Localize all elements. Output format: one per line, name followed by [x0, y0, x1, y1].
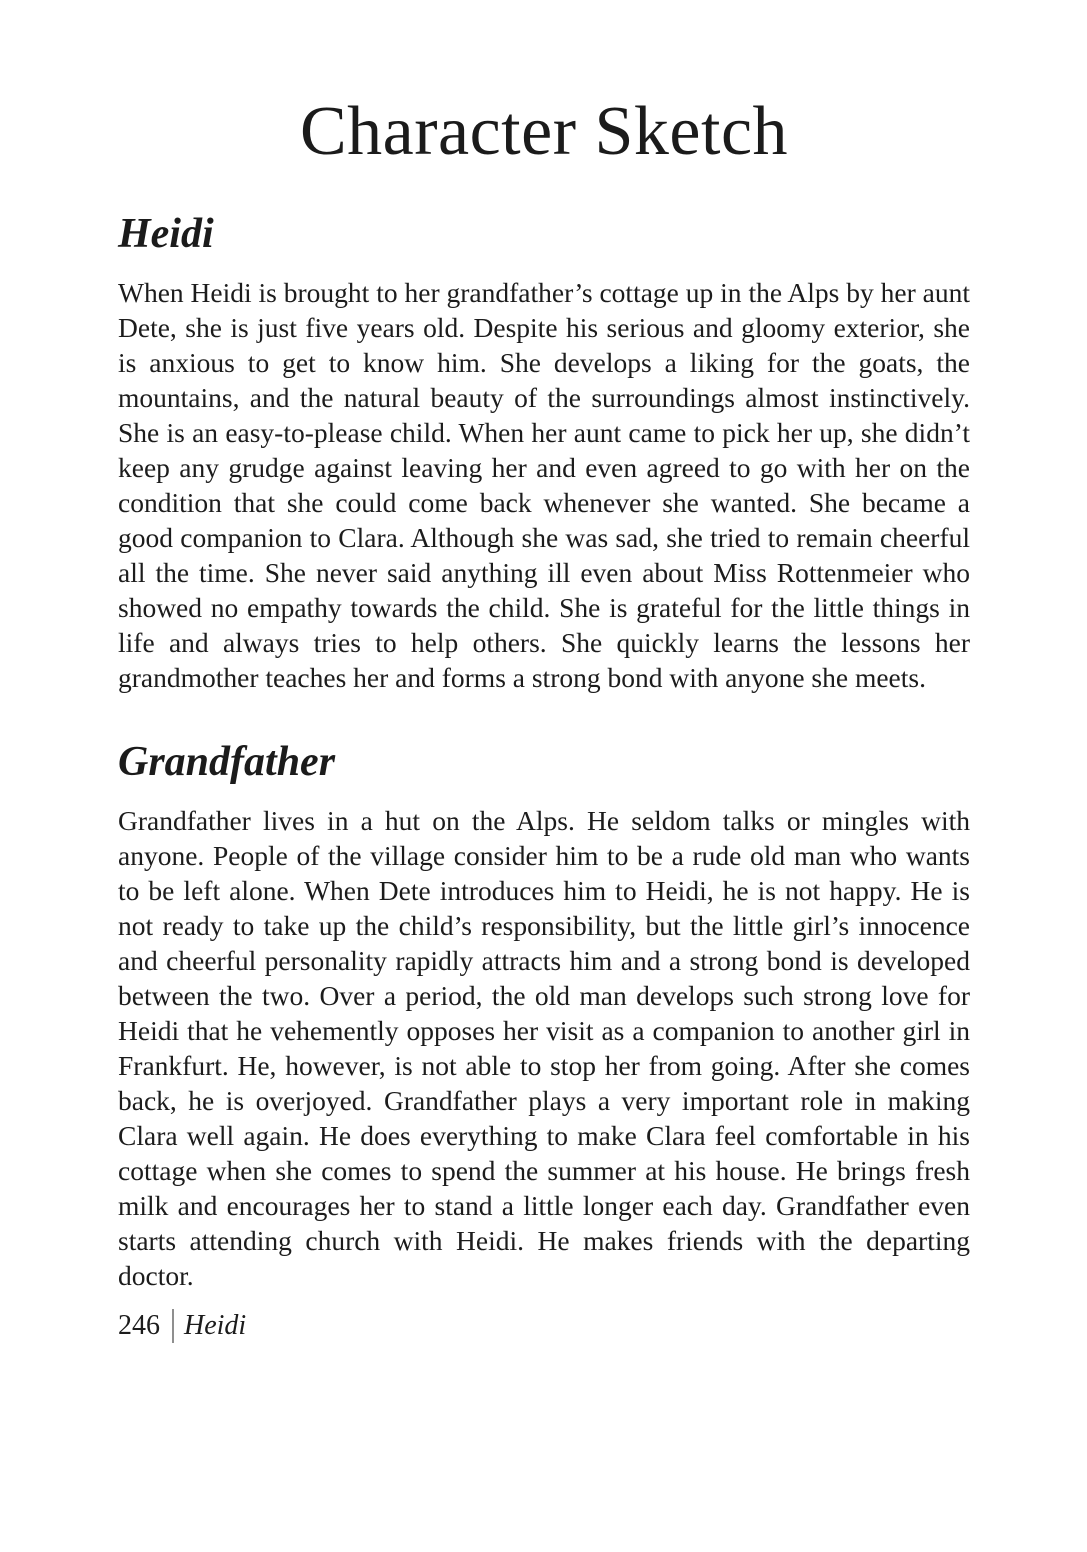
section-body-heidi: When Heidi is brought to her grandfather’s cottage up in the Alps by her aunt Dete, she is just five years old. Despite his serious and gloomy exterior, she is anxious to get to know him. She develops a liking for the goats, the mountains, and the natural beauty of the surroundings almost instinctively. She is an easy-to-please child. When her aunt came to pick her up, she didn’t keep any grudge against leaving her and even agreed to go with her on the condition that she could come back whenever she wanted. She became a good companion to Clara. Although she was sad, she tried to remain cheerful all the time. She never said anything ill even about Miss Rottenmeier who showed no empathy towards the child. She is grateful for the little things in life and always tries to help others. She quickly learns the lessons her grandmother teaches her and forms a strong bond with anyone she meets. [118, 276, 970, 693]
footer-book-title: Heidi [184, 1309, 247, 1341]
footer-page-number: 246 [118, 1309, 160, 1341]
page-title: Character Sketch [299, 93, 789, 170]
section-heading-heidi: Heidi [118, 210, 214, 257]
page-footer [118, 1309, 970, 1343]
footer-separator-bar [172, 1309, 174, 1343]
section-body-grandfather: Grandfather lives in a hut on the Alps. He seldom talks or mingles with anyone. People of the village consider him to be a rude old man who wants to be left alone. When Dete introduces him to Heidi, he is not happy. He is not ready to take up the child’s responsibility, but the little girl’s innocence and cheerful personality rapidly attracts him and a strong bond is developed between the two. Over a period, the old man develops such strong love for Heidi that he vehemently opposes her visit as a companion to another girl in Frankfurt. He, however, is not able to stop her from going. After she comes back, he is overjoyed. Grandfather plays a very important role in making Clara well again. He does everything to make Clara feel comfortable in his cottage when she comes to spend the summer at his house. He brings fresh milk and encourages her to stand a little longer each day. Grandfather even starts attending church with Heidi. He makes friends with the departing doctor. [118, 804, 970, 1291]
section-heading-grandfather: Grandfather [118, 738, 336, 785]
